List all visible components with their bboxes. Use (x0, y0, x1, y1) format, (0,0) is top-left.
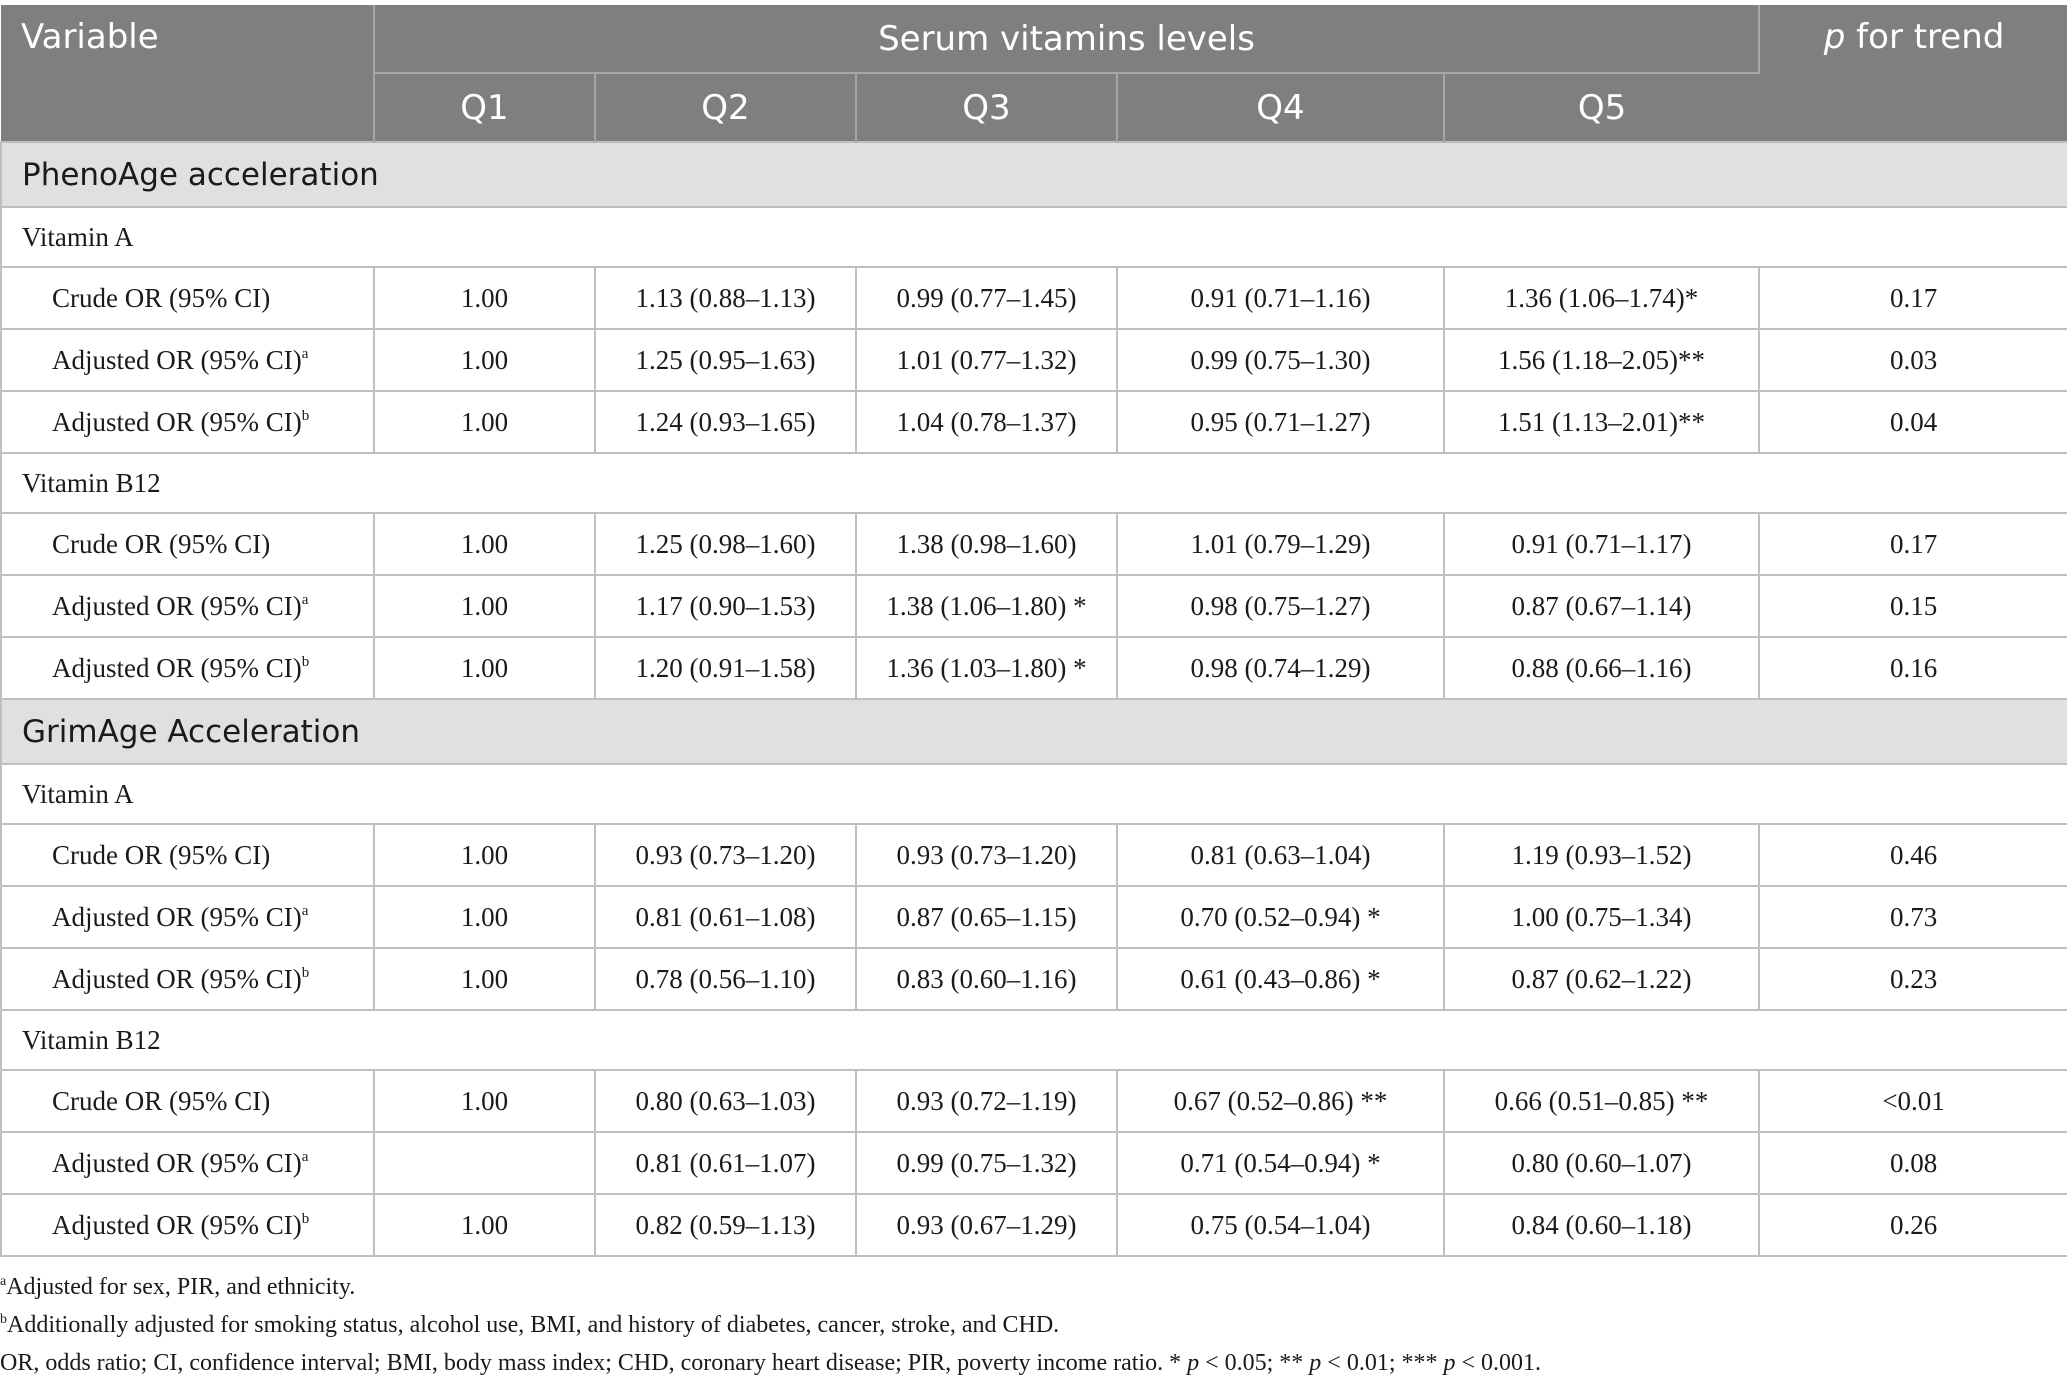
p-for-trend-header (1759, 5, 2067, 142)
cell-q1: 1.00 (374, 886, 595, 948)
cell-q5: 1.00 (0.75–1.34) (1444, 886, 1759, 948)
cell-q5: 1.36 (1.06–1.74)* (1444, 267, 1759, 329)
p-symbol: p (1309, 1350, 1322, 1376)
cell-q2: 0.78 (0.56–1.10) (595, 948, 856, 1010)
row-label-text: Crude OR (95% CI) (52, 839, 271, 870)
footnote-mark: a (301, 591, 309, 608)
row-label (1, 886, 374, 948)
cell-q4: 0.98 (0.74–1.29) (1117, 637, 1444, 699)
footnote-b (0, 1306, 2067, 1344)
cell-q3: 0.93 (0.73–1.20) (856, 824, 1117, 886)
cell-q1: 1.00 (374, 824, 595, 886)
cell-q4: 0.71 (0.54–0.94) * (1117, 1132, 1444, 1194)
sig-text: < 0.05; ** (1199, 1350, 1310, 1376)
sig-text: < 0.001. (1455, 1350, 1542, 1376)
row-label-text: Adjusted OR (95% CI) (52, 1147, 302, 1178)
table-row (1, 1070, 2067, 1132)
table-row (1, 824, 2067, 886)
section-row (1, 699, 2067, 764)
cell-q1: 1.00 (374, 575, 595, 637)
p-symbol: p (1187, 1350, 1200, 1376)
table-header (1, 5, 2067, 142)
row-label (1, 1194, 374, 1256)
cell-q1: 1.00 (374, 391, 595, 453)
row-label-text: Adjusted OR (95% CI) (52, 963, 302, 994)
cell-q3: 0.93 (0.72–1.19) (856, 1070, 1117, 1132)
abbrev-text: OR, odds ratio; CI, confidence interval; BMI, body mass index; CHD, coronary heart disease; PIR, poverty income ratio. (0, 1350, 1170, 1376)
cell-q3: 1.36 (1.03–1.80) * (856, 637, 1117, 699)
footnote-a (0, 1268, 2067, 1306)
footnote-mark: b (301, 964, 310, 981)
table-row (1, 886, 2067, 948)
row-label-text: Adjusted OR (95% CI) (52, 901, 302, 932)
row-label-text: Adjusted OR (95% CI) (52, 406, 302, 437)
cell-q5: 0.87 (0.62–1.22) (1444, 948, 1759, 1010)
cell-q2: 1.13 (0.88–1.13) (595, 267, 856, 329)
row-label (1, 637, 374, 699)
group-row (1, 1010, 2067, 1070)
cell-p-trend: 0.04 (1759, 391, 2067, 453)
table-row (1, 1132, 2067, 1194)
section-title: GrimAge Acceleration (1, 699, 2067, 764)
row-label (1, 267, 374, 329)
footnote-mark: a (301, 345, 309, 362)
row-label-text: Crude OR (95% CI) (52, 528, 271, 559)
results-table (0, 5, 2067, 1257)
section-row (1, 142, 2067, 207)
cell-p-trend: <0.01 (1759, 1070, 2067, 1132)
cell-q3: 1.38 (1.06–1.80) * (856, 575, 1117, 637)
cell-q2: 0.82 (0.59–1.13) (595, 1194, 856, 1256)
cell-p-trend: 0.26 (1759, 1194, 2067, 1256)
cell-q4: 0.95 (0.71–1.27) (1117, 391, 1444, 453)
footnote-mark: a (0, 1274, 7, 1289)
row-label (1, 1070, 374, 1132)
cell-q4: 0.70 (0.52–0.94) * (1117, 886, 1444, 948)
cell-q3: 0.99 (0.75–1.32) (856, 1132, 1117, 1194)
cell-q4: 0.61 (0.43–0.86) * (1117, 948, 1444, 1010)
cell-q1: 1.00 (374, 267, 595, 329)
group-row (1, 453, 2067, 513)
quintile-header-q4: Q4 (1117, 73, 1444, 142)
p-symbol: p (1443, 1350, 1456, 1376)
row-label-text: Adjusted OR (95% CI) (52, 652, 302, 683)
cell-q4: 0.98 (0.75–1.27) (1117, 575, 1444, 637)
results-table-container (0, 5, 2067, 1257)
cell-q1: 1.00 (374, 513, 595, 575)
row-label (1, 391, 374, 453)
footnote-text: Additionally adjusted for smoking status, alcohol use, BMI, and history of diabetes, cancer, stroke, and CHD. (7, 1312, 1060, 1338)
cell-q3: 0.87 (0.65–1.15) (856, 886, 1117, 948)
cell-q5: 0.80 (0.60–1.07) (1444, 1132, 1759, 1194)
footnote-mark: b (0, 1312, 7, 1327)
cell-p-trend: 0.08 (1759, 1132, 2067, 1194)
cell-q5: 0.84 (0.60–1.18) (1444, 1194, 1759, 1256)
table-row (1, 391, 2067, 453)
cell-q2: 1.24 (0.93–1.65) (595, 391, 856, 453)
row-label (1, 329, 374, 391)
footnote-mark: b (301, 653, 310, 670)
footnote-mark: a (301, 1148, 309, 1165)
cell-q2: 0.93 (0.73–1.20) (595, 824, 856, 886)
cell-q3: 0.99 (0.77–1.45) (856, 267, 1117, 329)
for-trend-text: for trend (1845, 17, 2005, 57)
footnote-mark: b (301, 1210, 310, 1227)
cell-q2: 0.81 (0.61–1.08) (595, 886, 856, 948)
star-text: * (1169, 1350, 1188, 1376)
cell-q2: 1.25 (0.98–1.60) (595, 513, 856, 575)
footnote-text: Adjusted for sex, PIR, and ethnicity. (6, 1274, 356, 1300)
table-row (1, 1194, 2067, 1256)
cell-q2: 1.25 (0.95–1.63) (595, 329, 856, 391)
cell-q5: 0.87 (0.67–1.14) (1444, 575, 1759, 637)
cell-q3: 1.01 (0.77–1.32) (856, 329, 1117, 391)
cell-q3: 0.93 (0.67–1.29) (856, 1194, 1117, 1256)
group-title: Vitamin A (1, 207, 2067, 267)
row-label (1, 824, 374, 886)
table-row (1, 948, 2067, 1010)
cell-q2: 0.81 (0.61–1.07) (595, 1132, 856, 1194)
cell-q5: 0.91 (0.71–1.17) (1444, 513, 1759, 575)
row-label (1, 513, 374, 575)
cell-q1: 1.00 (374, 948, 595, 1010)
cell-q4: 0.75 (0.54–1.04) (1117, 1194, 1444, 1256)
table-row (1, 513, 2067, 575)
group-row (1, 764, 2067, 824)
cell-q1: 1.00 (374, 1070, 595, 1132)
row-label-text: Crude OR (95% CI) (52, 1085, 271, 1116)
footnotes (0, 1268, 2067, 1382)
row-label (1, 1132, 374, 1194)
cell-q4: 1.01 (0.79–1.29) (1117, 513, 1444, 575)
serum-levels-header: Serum vitamins levels (374, 5, 1759, 73)
cell-q5: 1.56 (1.18–2.05)** (1444, 329, 1759, 391)
cell-q2: 0.80 (0.63–1.03) (595, 1070, 856, 1132)
row-label-text: Adjusted OR (95% CI) (52, 590, 302, 621)
cell-q3: 0.83 (0.60–1.16) (856, 948, 1117, 1010)
row-label-text: Crude OR (95% CI) (52, 282, 271, 313)
cell-q4: 0.67 (0.52–0.86) ** (1117, 1070, 1444, 1132)
cell-p-trend: 0.73 (1759, 886, 2067, 948)
cell-q1: 1.00 (374, 1194, 595, 1256)
cell-q5: 1.19 (0.93–1.52) (1444, 824, 1759, 886)
sig-text: < 0.01; *** (1321, 1350, 1444, 1376)
cell-q5: 0.88 (0.66–1.16) (1444, 637, 1759, 699)
cell-q1: 1.00 (374, 637, 595, 699)
cell-q1 (374, 1132, 595, 1194)
variable-header: Variable (1, 5, 374, 142)
cell-q4: 0.81 (0.63–1.04) (1117, 824, 1444, 886)
quintile-header-q3: Q3 (856, 73, 1117, 142)
cell-q3: 1.38 (0.98–1.60) (856, 513, 1117, 575)
group-title: Vitamin A (1, 764, 2067, 824)
footnote-abbreviations (0, 1344, 2067, 1382)
cell-p-trend: 0.17 (1759, 267, 2067, 329)
row-label (1, 575, 374, 637)
group-row (1, 207, 2067, 267)
cell-p-trend: 0.16 (1759, 637, 2067, 699)
cell-q4: 0.91 (0.71–1.16) (1117, 267, 1444, 329)
cell-p-trend: 0.46 (1759, 824, 2067, 886)
table-row (1, 575, 2067, 637)
section-title: PhenoAge acceleration (1, 142, 2067, 207)
row-label-text: Adjusted OR (95% CI) (52, 344, 302, 375)
cell-p-trend: 0.15 (1759, 575, 2067, 637)
cell-p-trend: 0.23 (1759, 948, 2067, 1010)
quintile-header-q5: Q5 (1444, 73, 1759, 142)
table-row (1, 267, 2067, 329)
cell-q1: 1.00 (374, 329, 595, 391)
group-title: Vitamin B12 (1, 453, 2067, 513)
cell-q2: 1.17 (0.90–1.53) (595, 575, 856, 637)
cell-q3: 1.04 (0.78–1.37) (856, 391, 1117, 453)
table-body (1, 142, 2067, 1256)
cell-q5: 0.66 (0.51–0.85) ** (1444, 1070, 1759, 1132)
cell-q4: 0.99 (0.75–1.30) (1117, 329, 1444, 391)
footnote-mark: b (301, 407, 310, 424)
cell-p-trend: 0.17 (1759, 513, 2067, 575)
row-label (1, 948, 374, 1010)
footnote-mark: a (301, 902, 309, 919)
cell-q2: 1.20 (0.91–1.58) (595, 637, 856, 699)
table-row (1, 637, 2067, 699)
table-row (1, 329, 2067, 391)
group-title: Vitamin B12 (1, 1010, 2067, 1070)
cell-p-trend: 0.03 (1759, 329, 2067, 391)
quintile-header-q1: Q1 (374, 73, 595, 142)
cell-q5: 1.51 (1.13–2.01)** (1444, 391, 1759, 453)
quintile-header-q2: Q2 (595, 73, 856, 142)
p-symbol: p (1823, 17, 1846, 57)
row-label-text: Adjusted OR (95% CI) (52, 1209, 302, 1240)
